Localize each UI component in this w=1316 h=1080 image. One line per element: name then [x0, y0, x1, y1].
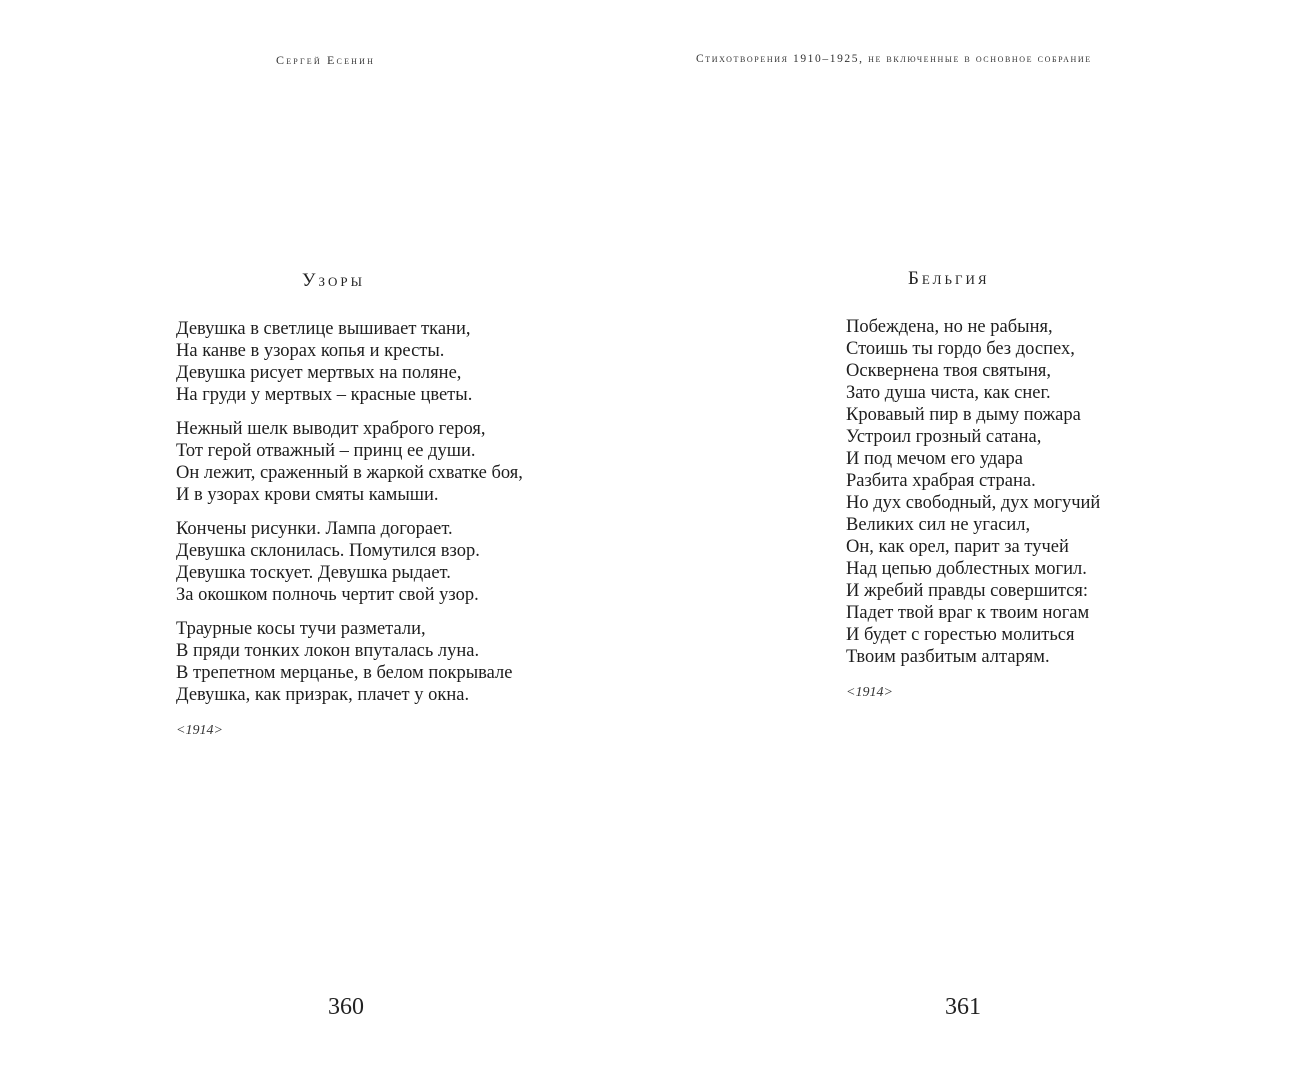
poem-uzory [176, 318, 523, 742]
poem-line: В пряди тонких локон впуталась луна. [176, 641, 480, 661]
poem-line: В трепетном мерцанье, в белом покрывале [176, 663, 513, 683]
poem-line: Зато душа чиста, как снег. [846, 383, 1051, 403]
poem-line: И будет с горестью молиться [846, 625, 1075, 645]
poem-line: Стоишь ты гордо без доспех, [846, 339, 1075, 359]
running-head-section: Стихотворения 1910–1925, не включенные в основное собрание [696, 53, 1092, 65]
poem-line: Падет твой враг к твоим ногам [846, 603, 1090, 623]
poem-date: <1914> [846, 685, 893, 700]
poem-line: На канве в узорах копья и кресты. [176, 341, 445, 361]
poem-line: Устроил грозный сатана, [846, 427, 1042, 447]
poem-line: Он, как орел, парит за тучей [846, 537, 1069, 557]
poem-line: Великих сил не угасил, [846, 515, 1031, 535]
poem-line: Над цепью доблестных могил. [846, 559, 1087, 579]
poem-line: Девушка, как призрак, плачет у окна. [176, 685, 470, 705]
stanza [176, 618, 523, 706]
poem-line: Нежный шелк выводит храброго героя, [176, 419, 486, 439]
poem-line: И под мечом его удара [846, 449, 1024, 469]
poem-line: Осквернена твоя святыня, [846, 361, 1051, 381]
poem-line: Кончены рисунки. Лампа догорает. [176, 519, 453, 539]
poem-line: За окошком полночь чертит свой узор. [176, 585, 479, 605]
poem-line: Кровавый пир в дыму пожара [846, 405, 1081, 425]
stanza [176, 318, 523, 406]
page-number: 360 [328, 994, 364, 1020]
poem-line: Разбита храбрая страна. [846, 471, 1036, 491]
poem-line: Он лежит, сраженный в жаркой схватке боя, [176, 463, 523, 483]
poem-line: Тот герой отважный – принц ее души. [176, 441, 476, 461]
poem-line: Девушка в светлице вышивает ткани, [176, 319, 471, 339]
stanza [176, 418, 523, 506]
poem-line: И в узорах крови смяты камыши. [176, 485, 439, 505]
poem-line: Девушка тоскует. Девушка рыдает. [176, 563, 451, 583]
running-head-author: Сергей Есенин [276, 53, 376, 67]
poem-line: Траурные косы тучи разметали, [176, 619, 426, 639]
poem-title-belgiya: Бельгия [908, 268, 990, 289]
right-page [658, 0, 1316, 1080]
poem-line: Девушка рисует мертвых на поляне, [176, 363, 462, 383]
page-number: 361 [945, 994, 981, 1020]
poem-line: На груди у мертвых – красные цветы. [176, 385, 473, 405]
poem-line: И жребий правды совершится: [846, 581, 1089, 601]
poem-title-uzory: Узоры [302, 270, 365, 291]
poem-belgiya [846, 316, 1100, 704]
poem-line: Девушка склонилась. Помутился взор. [176, 541, 480, 561]
stanza [176, 518, 523, 606]
poem-date: <1914> [176, 723, 223, 738]
poem-line: Твоим разбитым алтарям. [846, 647, 1050, 667]
poem-line: Но дух свободный, дух могучий [846, 493, 1101, 513]
poem-line: Побеждена, но не рабыня, [846, 317, 1053, 337]
